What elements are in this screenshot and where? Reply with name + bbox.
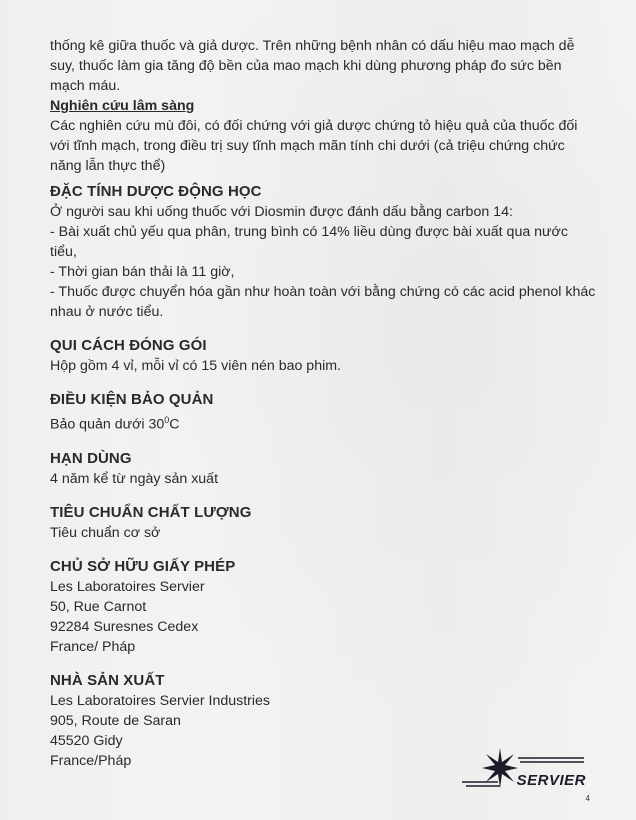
document-body [50,36,610,771]
packaging-section [50,336,610,376]
page-number: 4 [585,794,590,803]
packaging-text: Hộp gồm 4 vỉ, mỗi vỉ có 15 viên nén bao phim. [50,358,341,374]
address-line: 905, Route de Saran [50,712,181,729]
address-line: Les Laboratoires Servier Industries [50,692,271,709]
storage-heading: ĐIỀU KIỆN BẢO QUẢN [50,391,214,408]
text-line: - Thời gian bán thải là 11 giờ, [50,264,235,280]
expiry-section [50,449,610,489]
pharmacokinetics-heading: ĐẶC TÍNH DƯỢC ĐỘNG HỌC [50,183,262,200]
address-line: Les Laboratoires Servier [50,578,205,595]
storage-degree: 0 [164,415,170,425]
storage-text-prefix: Bảo quản dưới 30 [50,416,165,433]
address-line: France/ Pháp [50,638,136,655]
storage-text-suffix: C [169,416,180,433]
text-line: - Bài xuất chủ yếu qua phân, trung bình có 14% liều dùng được bài xuất qua nước [50,224,568,240]
text-line: với tĩnh mạch, trong điều trị suy tĩnh mạch mãn tính chi dưới (cả triệu chứng chức [50,138,565,154]
text-line: năng lẫn thực thể) [50,158,166,174]
clinical-heading: Nghiên cứu lâm sàng [50,98,195,114]
expiry-heading: HẠN DÙNG [50,449,132,467]
packaging-heading: QUI CÁCH ĐÓNG GÓI [50,337,207,354]
pharmacokinetics-section [50,182,610,322]
text-line: Các nghiên cứu mù đôi, có đối chứng với giả dược chứng tỏ hiệu quả của thuốc đối [50,118,578,134]
quality-text: Tiêu chuẩn cơ sở [50,524,161,541]
address-line: 92284 Suresnes Cedex [50,618,199,635]
address-line: 45520 Gidy [50,732,123,749]
text-line: mạch máu. [50,78,121,94]
storage-section [50,390,610,435]
text-line: - Thuốc được chuyển hóa gần như hoàn toàn với bằng chứng có các acid phenol khác [50,284,596,300]
text-line: Ở người sau khi uống thuốc với Diosmin được đánh dấu bằng carbon 14: [50,204,513,220]
address-line: France/Pháp [50,752,132,769]
quality-section [50,503,610,543]
license-holder-section [50,557,610,657]
text-line: suy, thuốc làm gia tăng độ bền của mao mạch khi dùng phương pháp đo sức bền [50,58,562,74]
intro-paragraph [50,36,610,96]
text-line: thống kê giữa thuốc và giả dược. Trên những bệnh nhân có dấu hiệu mao mạch dễ [50,38,575,54]
storage-text [50,410,610,435]
text-line: tiểu, [50,244,77,260]
expiry-text: 4 năm kể từ ngày sản xuất [50,470,219,487]
quality-heading: TIÊU CHUẨN CHẤT LƯỢNG [50,503,252,521]
manufacturer-heading: NHÀ SẢN XUẤT [50,671,165,689]
servier-logo-text: SERVIER [516,772,586,789]
address-line: 50, Rue Carnot [50,598,147,615]
license-holder-heading: CHỦ SỞ HỮU GIẤY PHÉP [50,557,236,575]
clinical-section [50,96,610,176]
text-line: nhau ở nước tiểu. [50,304,164,320]
